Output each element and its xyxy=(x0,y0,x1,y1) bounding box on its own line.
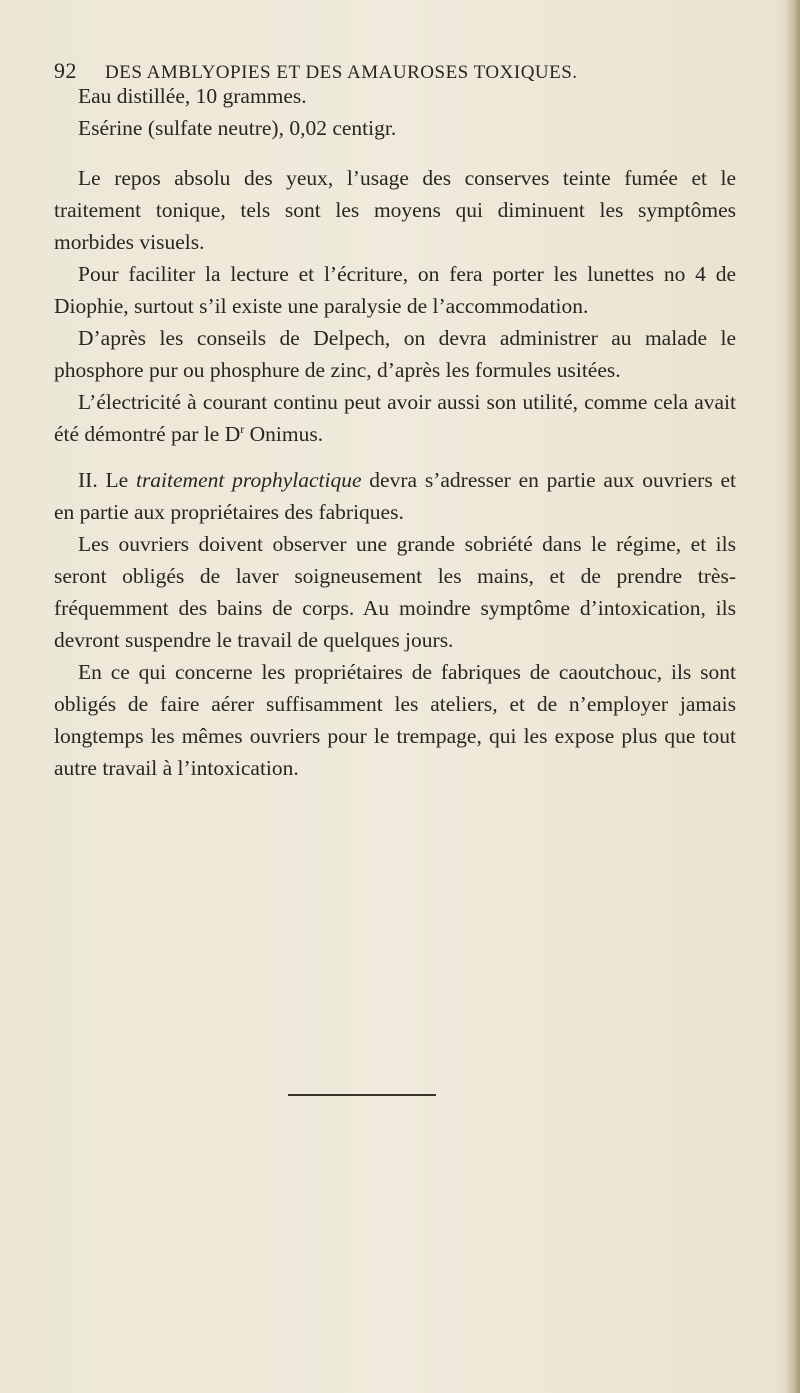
paragraph-proprietaires: En ce qui concerne les propriétaires de fabriques de caoutchouc, ils sont obligés de faire aérer suffisamment les ateliers, et de n’employer jamais longtemps les mêmes ouvriers pour le trempage, qui les expose plus que tout autre travail à l’intoxication. xyxy=(54,660,736,780)
body-text xyxy=(54,80,736,784)
paragraph-lunettes: Pour faciliter la lecture et l’écriture, on fera porter les lunettes no 4 de Diophie, surtout s’il existe une paralysie de l’accommodation. xyxy=(54,262,736,318)
paragraph-electricite xyxy=(54,386,736,450)
electricite-end: Onimus. xyxy=(244,422,324,446)
page-number: 92 xyxy=(54,58,77,83)
paragraph-delpech: D’après les conseils de Delpech, on devra administrer au malade le phosphore pur ou phosphure de zinc, d’après les formules usitées. xyxy=(54,326,736,382)
electricite-text: L’électricité à courant continu peut avoir aussi son utilité, comme cela avait été démontré par le D xyxy=(54,390,736,446)
prescription-line-2: Esérine (sulfate neutre), 0,02 centigr. xyxy=(78,116,397,140)
closing-rule xyxy=(288,1094,436,1096)
running-title: DES AMBLYOPIES ET DES AMAUROSES TOXIQUES. xyxy=(105,62,578,83)
paragraph-repos: Le repos absolu des yeux, l’usage des conserves teinte fumée et le traitement tonique, tels sont les moyens qui diminuent les symptômes morbides visuels. xyxy=(54,166,736,254)
section-number: II. Le xyxy=(78,468,136,492)
paragraph-prophylactique xyxy=(54,464,736,528)
italic-term: traitement prophylactique xyxy=(135,468,362,492)
prophylactique-text: devra s’adresser en partie aux ouvriers et en partie aux propriétaires des fabriques. xyxy=(54,468,737,524)
page-edge-shadow xyxy=(786,0,800,1393)
doctor-superscript: r xyxy=(240,421,245,436)
paragraph-ouvriers: Les ouvriers doivent observer une grande sobriété dans le régime, et ils seront obligés de laver soigneusement les mains, et de prendre très-fréquemment des bains de corps. Au moindre symptôme d’intoxication, ils devront suspendre le travail de quelques jours. xyxy=(54,532,736,652)
prescription-line-1: Eau distillée, 10 grammes. xyxy=(78,84,307,108)
